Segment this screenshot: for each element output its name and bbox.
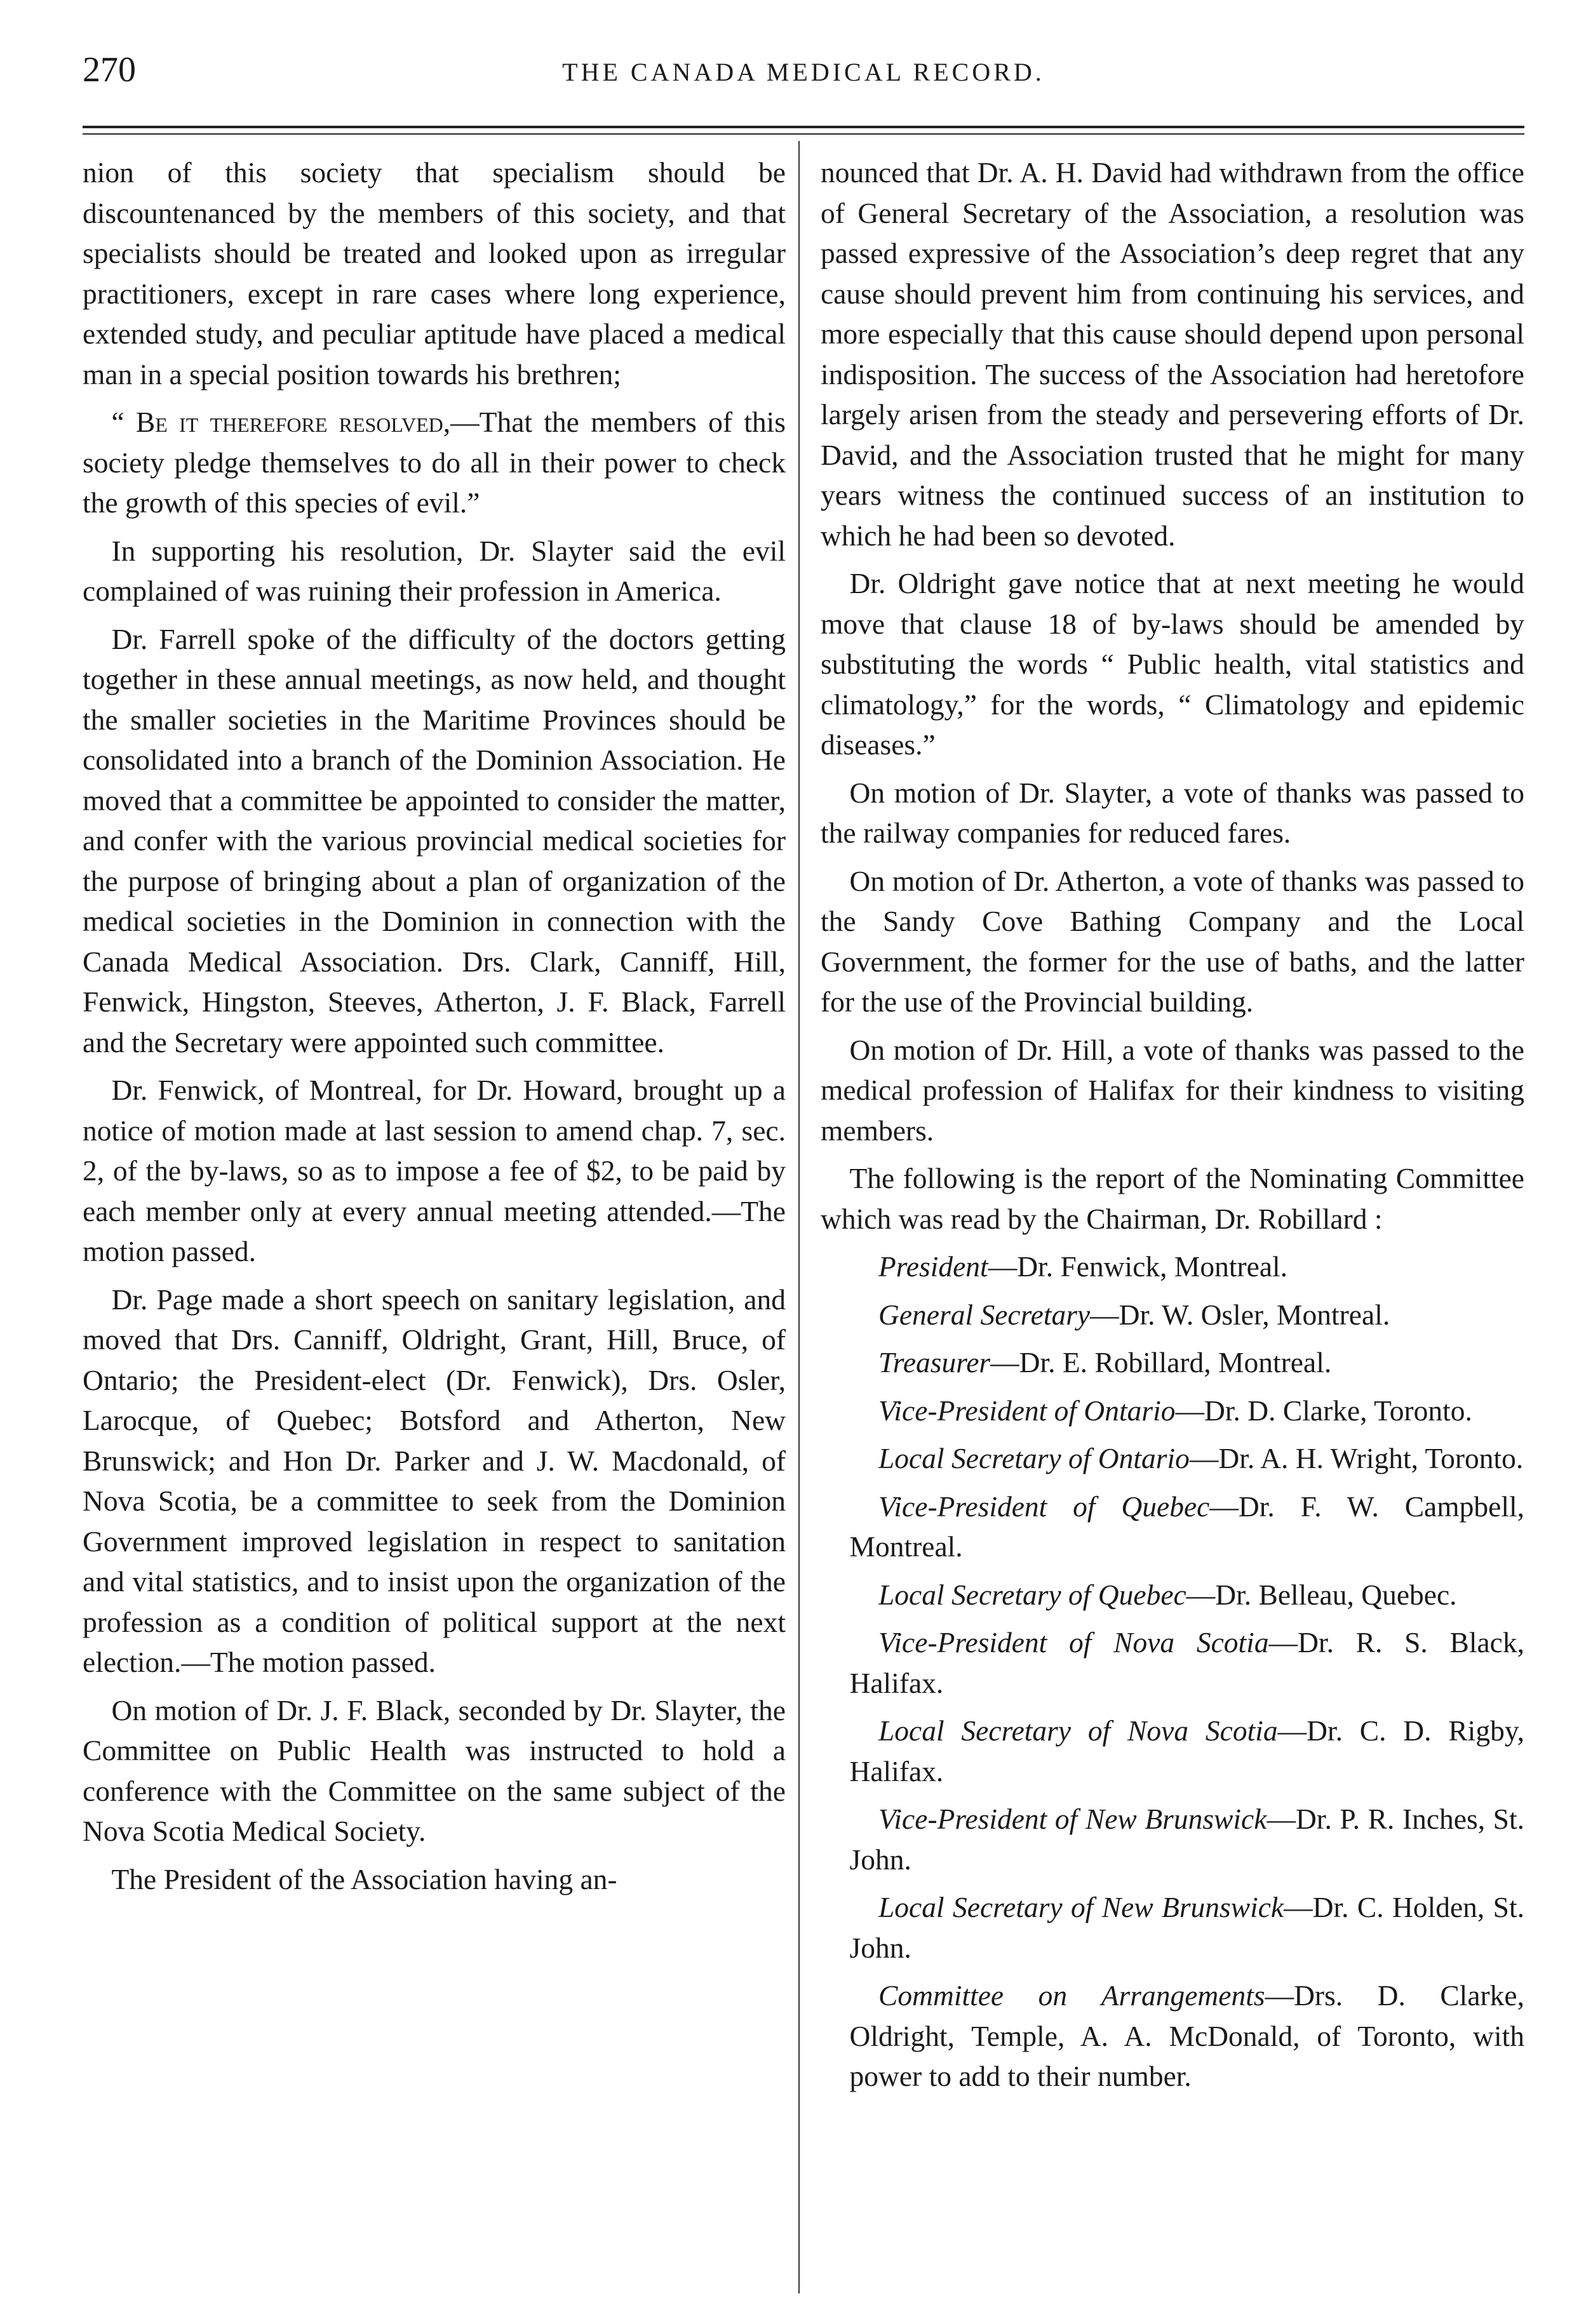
officer-entry bbox=[821, 1622, 1524, 1703]
officer-holder: —Dr. W. Osler, Montreal. bbox=[1090, 1298, 1390, 1331]
paragraph: The President of the Association having an- bbox=[111, 1862, 617, 1895]
paragraph: On motion of Dr. Slayter, a vote of thanks was passed to the railway companies for reduced fares. bbox=[821, 776, 1524, 849]
paragraph: nounced that Dr. A. H. David had withdrawn from the office of General Secretary of the Association, a resolution was passed expressive of the Association’s deep regret that any cause should prevent him from continuing his services, and more especially that this cause should depend upon personal indisposition. The success of the Association had heretofore largely arisen from the steady and persevering efforts of Dr. David, and the Association trusted that he might for many years witness the continued success of an institution to which he had been so devoted. bbox=[821, 156, 1524, 552]
paragraph: Dr. Fenwick, of Montreal, for Dr. Howard, brought up a notice of motion made at last session to amend chap. 7, sec. 2, of the by-laws, so as to impose a fee of $2, to be paid by each member only at every annual meeting attended.—The motion passed. bbox=[83, 1074, 786, 1267]
officer-entry bbox=[821, 1438, 1524, 1479]
officer-title: Vice-President of Quebec bbox=[878, 1490, 1210, 1523]
officer-holder: —Dr. Fenwick, Montreal. bbox=[988, 1250, 1288, 1283]
paragraph: On motion of Dr. Hill, a vote of thanks was passed to the medical profession of Halifax for their kindness to visiting members. bbox=[821, 1033, 1524, 1147]
page-number: 270 bbox=[83, 50, 136, 90]
officer-title: Committee on Arrangements bbox=[878, 1979, 1265, 2012]
officer-entry bbox=[821, 1295, 1524, 1335]
officer-title: Local Secretary of Ontario bbox=[878, 1442, 1190, 1474]
officer-title: Treasurer bbox=[878, 1346, 991, 1379]
officer-holder: —Dr. R. S. Black, Halifax. bbox=[849, 1626, 1524, 1699]
officer-title: Vice-President of New Brunswick bbox=[878, 1803, 1267, 1835]
officer-holder: —Dr. C. Holden, St. John. bbox=[849, 1891, 1524, 1964]
header-rule-thin bbox=[83, 133, 1524, 135]
officer-holder: —Dr. F. W. Campbell, Montreal. bbox=[849, 1490, 1524, 1563]
paragraph: On motion of Dr. J. F. Black, seconded by Dr. Slayter, the Committee on Public Health was instructed to hold a conference with the Committee on the same subject of the Nova Scotia Medical Society. bbox=[83, 1693, 786, 1847]
officer-entry bbox=[821, 1887, 1524, 1968]
paragraph: Dr. Page made a short speech on sanitary legislation, and moved that Drs. Canniff, Oldright, Grant, Hill, Bruce, of Ontario; the President-elect (Dr. Fenwick), Drs. Osler, Larocque, of Quebec; Botsford and Atherton, New Brunswick; and Hon Dr. Parker and J. W. Macdonald, of Nova Scotia, be a committee to seek from the Dominion Government improved legislation in respect to sanitation and vital statistics, and to insist upon the organization of the profession as a condition of political support at the next election.—The motion passed. bbox=[83, 1283, 786, 1678]
officer-entry bbox=[821, 1975, 1524, 2097]
paragraph: The following is the report of the Nominating Committee which was read by the Chairman, Dr. Robillard : bbox=[821, 1162, 1524, 1235]
officer-entry bbox=[821, 1391, 1524, 1431]
officer-entry bbox=[821, 1711, 1524, 1791]
officer-title: General Secretary bbox=[878, 1298, 1091, 1331]
running-title: THE CANADA MEDICAL RECORD. bbox=[562, 58, 1045, 86]
officer-holder: —Dr. P. R. Inches, St. John. bbox=[849, 1803, 1524, 1876]
officer-holder: —Dr. A. H. Wright, Toronto. bbox=[1189, 1442, 1524, 1474]
officer-holder: —Dr. E. Robillard, Montreal. bbox=[990, 1346, 1332, 1379]
officer-title: Vice-President of Ontario bbox=[878, 1394, 1176, 1427]
resolution-text: —That the members of this society pledge themselves to do all in their power to check the growth of this species of evil.” bbox=[83, 406, 786, 519]
paragraph: In supporting his resolution, Dr. Slayter said the evil complained of was ruining their profession in America. bbox=[83, 534, 786, 607]
officer-holder: —Dr. Belleau, Quebec. bbox=[1186, 1578, 1457, 1611]
column-divider bbox=[798, 141, 800, 2294]
officer-entry bbox=[821, 1486, 1524, 1567]
officer-title: Vice-President of Nova Scotia bbox=[878, 1626, 1269, 1659]
paragraph: nion of this society that specialism should be discountenanced by the members of this society, and that specialists should be treated and looked upon as irregular practitioners, except in rare cases where long experience, extended study, and peculiar aptitude have placed a medical man in a special position towards his brethren; bbox=[83, 156, 786, 391]
officer-holder: —Drs. D. Clarke, Oldright, Temple, A. A. McDonald, of Toronto, with power to add to their number. bbox=[849, 1979, 1524, 2092]
page-header bbox=[83, 50, 1524, 107]
officer-title: Local Secretary of New Brunswick bbox=[878, 1891, 1284, 1923]
resolution-paragraph bbox=[83, 402, 786, 523]
paragraph: On motion of Dr. Atherton, a vote of thanks was passed to the Sandy Cove Bathing Company and the Local Government, the former for the use of baths, and the latter for the use of the Provincial building. bbox=[821, 864, 1524, 1018]
resolution-lead: “ Be it therefore resolved, bbox=[111, 406, 451, 438]
left-column bbox=[83, 152, 786, 2299]
paragraph: Dr. Farrell spoke of the difficulty of the doctors getting together in these annual meetings, as now held, and thought the smaller societies in the Maritime Provinces should be consolidated into a branch of the Dominion Association. He moved that a committee be appointed to consider the matter, and confer with the various provincial medical societies for the purpose of bringing about a plan of organization of the medical societies in the Dominion in connection with the Canada Medical Association. Drs. Clark, Canniff, Hill, Fenwick, Hingston, Steeves, Atherton, J. F. Black, Farrell and the Secretary were appointed such committee. bbox=[83, 622, 786, 1058]
officer-entry bbox=[821, 1342, 1524, 1383]
officer-entry bbox=[821, 1575, 1524, 1615]
officer-title: Local Secretary of Nova Scotia bbox=[878, 1714, 1278, 1747]
officer-title: Local Secretary of Quebec bbox=[878, 1578, 1186, 1611]
right-column bbox=[821, 152, 1524, 2299]
officer-list bbox=[821, 1246, 1524, 2097]
header-rule-thick bbox=[83, 126, 1524, 128]
officer-holder: —Dr. C. D. Rigby, Halifax. bbox=[849, 1714, 1524, 1787]
officer-entry bbox=[821, 1246, 1524, 1287]
officer-holder: —Dr. D. Clarke, Toronto. bbox=[1175, 1394, 1472, 1427]
officer-entry bbox=[821, 1799, 1524, 1880]
officer-title: President bbox=[878, 1250, 988, 1283]
paragraph: Dr. Oldright gave notice that at next meeting he would move that clause 18 of by-laws should be amended by substituting the words “ Public health, vital statistics and climatology,” for the words, “ Climatology and epidemic diseases.” bbox=[821, 567, 1524, 761]
